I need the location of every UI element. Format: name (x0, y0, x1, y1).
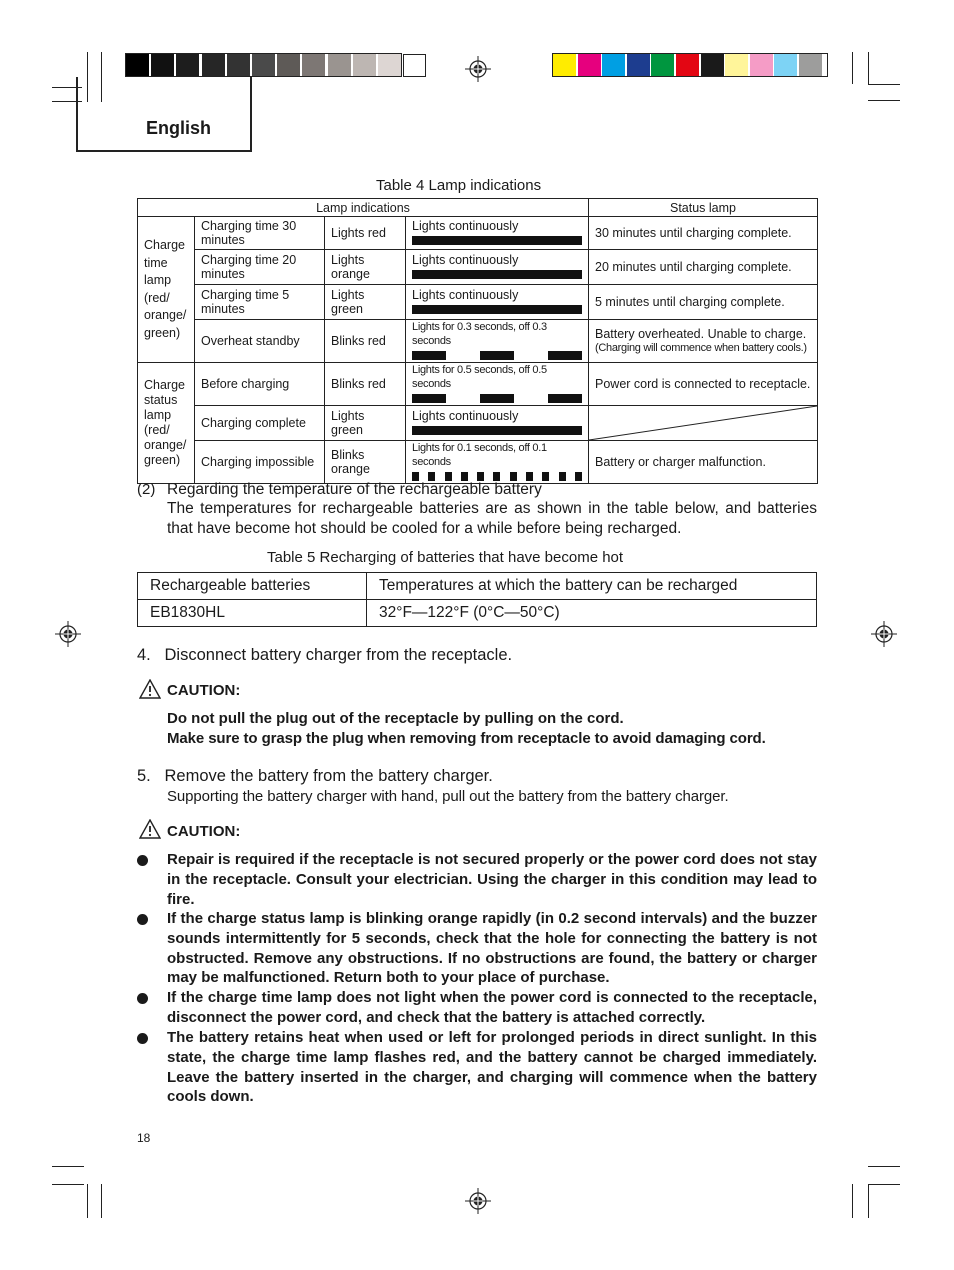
lamp-pattern-cell (406, 250, 589, 285)
lamp-state-cell: Lights green (325, 285, 406, 320)
lamp-pattern-cell (406, 217, 589, 250)
section-body: The temperatures for rechargeable batteries are as shown in the table below, and batteries that have become hot should be cooled for a while before being recharged. (167, 500, 817, 537)
status-text: 30 minutes until charging complete. (595, 226, 792, 240)
battery-model: EB1830HL (138, 600, 367, 627)
bullet-icon (137, 1033, 148, 1044)
bullet-icon (137, 914, 148, 925)
table4-caption: Table 4 Lamp indications (376, 177, 542, 194)
lamp-pattern-cell (406, 363, 589, 406)
lamp-state-cell: Lights red (325, 217, 406, 250)
table-row (138, 406, 818, 441)
battery-temperature-table (137, 572, 817, 627)
gray-bar-frame (125, 53, 402, 77)
lamp-state-cell: Lights green (325, 406, 406, 441)
lamp-pattern-cell (406, 285, 589, 320)
blink-segment (480, 351, 514, 360)
condition-cell: Charging time 30 minutes (195, 217, 325, 250)
caution-bullet (137, 988, 817, 1028)
lamp-state-cell: Blinks red (325, 320, 406, 363)
lamp-pattern-text: Lights continuously (412, 288, 519, 302)
lamp-pattern-text: Lights for 0.5 seconds, off 0.5 seconds (412, 364, 547, 390)
status-text: Power cord is connected to receptacle. (595, 377, 811, 391)
warning-triangle-icon (139, 819, 161, 839)
condition-cell: Charging complete (195, 406, 325, 441)
status-cell (589, 250, 818, 285)
blink-pattern (412, 351, 582, 360)
blink-pattern (412, 394, 582, 403)
bullet-text: The battery retains heat when used or left for prolonged periods in direct sunlight. In this state, the charge time lamp flashes red, and the battery cannot be charged immediately. Leave the battery inserted in the charger, and charging will commence when the battery cools down. (167, 1029, 817, 1106)
section-title: Regarding the temperature of the rechargeable battery (167, 481, 542, 498)
table5-caption: Table 5 Recharging of batteries that have become hot (267, 549, 624, 566)
continuous-light-bar (412, 236, 582, 245)
table-row (138, 250, 818, 285)
lamp-pattern-text: Lights for 0.1 seconds, off 0.1 seconds (412, 442, 547, 468)
blink-segment (548, 351, 582, 360)
bullet-text: If the charge status lamp is blinking orange rapidly (in 0.2 second intervals) and the buzzer sounds intermittently for 5 seconds, check that the hole for connecting the battery is not obstructed. Remove any obstructions. If no obstructions are found, the battery or charger may be malfunctioned. Return both to your place of purchase. (167, 910, 817, 987)
bullet-icon (137, 993, 148, 1004)
status-cell (589, 406, 818, 441)
status-text: Battery or charger malfunction. (595, 455, 766, 469)
lamp-state-cell: Blinks red (325, 363, 406, 406)
warning-triangle-icon (139, 679, 161, 699)
blink-segment (412, 394, 446, 403)
lamp-pattern-text: Lights for 0.3 seconds, off 0.3 seconds (412, 321, 547, 347)
gray-swatch (403, 54, 426, 77)
status-cell (589, 217, 818, 250)
lamp-state-cell: Lights orange (325, 250, 406, 285)
registration-mark-icon (465, 56, 491, 82)
lamp-group-label: Charge status lamp (red/ orange/ green) (138, 363, 195, 484)
header-rechargeable-batteries: Rechargeable batteries (138, 573, 367, 600)
step-4: 4. Disconnect battery charger from the receptacle. (137, 646, 513, 664)
table-row (138, 441, 818, 484)
section-number: (2) (137, 481, 156, 498)
registration-mark-icon (465, 1188, 491, 1214)
language-tab (76, 77, 252, 152)
caution-bullet (137, 850, 817, 909)
status-cell (589, 363, 818, 406)
blink-segment (480, 394, 514, 403)
header-status-lamp: Status lamp (589, 199, 818, 217)
table-row (138, 285, 818, 320)
status-text: 20 minutes until charging complete. (595, 260, 792, 274)
caution-heading: CAUTION: (167, 823, 241, 840)
continuous-light-bar (412, 305, 582, 314)
condition-cell: Overheat standby (195, 320, 325, 363)
status-cell (589, 320, 818, 363)
blink-segment (548, 394, 582, 403)
status-text: 5 minutes until charging complete. (595, 295, 785, 309)
temperature-range: 32°F—122°F (0°C—50°C) (367, 600, 817, 627)
lamp-pattern-cell (406, 441, 589, 484)
status-note: (Charging will commence when battery cools.) (595, 342, 807, 354)
table-row (138, 320, 818, 363)
lamp-pattern-text: Lights continuously (412, 253, 519, 267)
page-number: 18 (137, 1131, 151, 1145)
header-temperatures: Temperatures at which the battery can be recharged (367, 573, 817, 600)
registration-mark-icon (55, 621, 81, 647)
continuous-light-bar (412, 426, 582, 435)
caution-line: Make sure to grasp the plug when removing from receptacle to avoid damaging cord. (167, 730, 766, 747)
lamp-pattern-cell (406, 406, 589, 441)
blink-segment (559, 472, 566, 481)
lamp-pattern-text: Lights continuously (412, 219, 519, 233)
condition-cell: Before charging (195, 363, 325, 406)
table-row (138, 573, 817, 600)
bullet-text: Repair is required if the receptacle is not secured properly or the power cord does not stay in the receptacle. Consult your electrician. Using the charger in this condition may lead to fire. (167, 851, 817, 908)
table-row (138, 217, 818, 250)
lamp-pattern-text: Lights continuously (412, 409, 519, 423)
lamp-group-label: Charge time lamp (red/ orange/ green) (138, 217, 195, 363)
blink-segment (575, 472, 582, 481)
lamp-pattern-cell (406, 320, 589, 363)
caution-bullet (137, 1028, 817, 1107)
blink-segment (412, 351, 446, 360)
status-cell (589, 285, 818, 320)
not-applicable-diagonal (589, 406, 817, 440)
step-5-detail: Supporting the battery charger with hand, pull out the battery from the battery charger. (167, 788, 729, 805)
status-cell (589, 441, 818, 484)
lamp-state-cell: Blinks orange (325, 441, 406, 484)
caution-bullet (137, 909, 817, 988)
caution-heading: CAUTION: (167, 682, 241, 699)
status-text: Battery overheated. Unable to charge. (595, 327, 807, 341)
language-label: English (146, 118, 212, 138)
table-row (138, 600, 817, 627)
registration-mark-icon (871, 621, 897, 647)
condition-cell: Charging time 5 minutes (195, 285, 325, 320)
lamp-indications-table (137, 198, 818, 484)
condition-cell: Charging impossible (195, 441, 325, 484)
blink-segment (542, 472, 549, 481)
table-row (138, 363, 818, 406)
bullet-text: If the charge time lamp does not light when the power cord is connected to the receptacle, disconnect the power cord, and check that the battery is attached correctly. (167, 989, 817, 1026)
step-5: 5. Remove the battery from the battery charger. (137, 767, 493, 785)
color-bar-frame (552, 53, 828, 77)
continuous-light-bar (412, 270, 582, 279)
condition-cell: Charging time 20 minutes (195, 250, 325, 285)
header-lamp-indications: Lamp indications (138, 199, 589, 217)
caution-line: Do not pull the plug out of the receptacle by pulling on the cord. (167, 710, 624, 727)
bullet-icon (137, 855, 148, 866)
